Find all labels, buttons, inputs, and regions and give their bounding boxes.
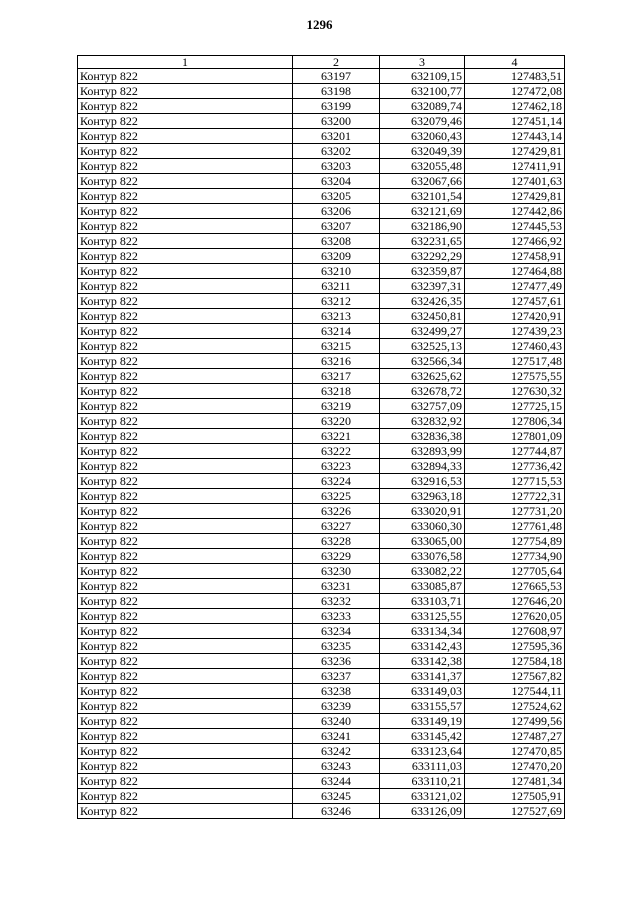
y-coordinate-cell: 127458,91	[465, 249, 565, 264]
x-coordinate-cell: 633111,03	[380, 759, 465, 774]
table-row	[78, 384, 565, 399]
x-coordinate-cell: 633121,02	[380, 789, 465, 804]
table-row	[78, 534, 565, 549]
contour-name-cell: Контур 822	[78, 699, 293, 714]
y-coordinate-cell: 127567,82	[465, 669, 565, 684]
table-row	[78, 189, 565, 204]
y-coordinate-cell: 127608,97	[465, 624, 565, 639]
column-header-2: 2	[293, 56, 380, 69]
contour-name-cell: Контур 822	[78, 744, 293, 759]
table-row	[78, 129, 565, 144]
point-number-cell: 63232	[293, 594, 380, 609]
table-row	[78, 504, 565, 519]
point-number-cell: 63197	[293, 69, 380, 84]
column-header-4: 4	[465, 56, 565, 69]
x-coordinate-cell: 632499,27	[380, 324, 465, 339]
point-number-cell: 63243	[293, 759, 380, 774]
contour-name-cell: Контур 822	[78, 144, 293, 159]
contour-name-cell: Контур 822	[78, 714, 293, 729]
y-coordinate-cell: 127420,91	[465, 309, 565, 324]
y-coordinate-cell: 127487,27	[465, 729, 565, 744]
table-row	[78, 714, 565, 729]
x-coordinate-cell: 633085,87	[380, 579, 465, 594]
table-row	[78, 669, 565, 684]
x-coordinate-cell: 632963,18	[380, 489, 465, 504]
x-coordinate-cell: 633155,57	[380, 699, 465, 714]
x-coordinate-cell: 632231,65	[380, 234, 465, 249]
y-coordinate-cell: 127477,49	[465, 279, 565, 294]
table-row	[78, 219, 565, 234]
table-row	[78, 414, 565, 429]
x-coordinate-cell: 632894,33	[380, 459, 465, 474]
table-row	[78, 759, 565, 774]
y-coordinate-cell: 127527,69	[465, 804, 565, 819]
table-row	[78, 774, 565, 789]
point-number-cell: 63237	[293, 669, 380, 684]
y-coordinate-cell: 127665,53	[465, 579, 565, 594]
contour-name-cell: Контур 822	[78, 789, 293, 804]
table-header-row	[78, 56, 565, 69]
table-row	[78, 144, 565, 159]
point-number-cell: 63206	[293, 204, 380, 219]
point-number-cell: 63236	[293, 654, 380, 669]
table-row	[78, 369, 565, 384]
x-coordinate-cell: 632100,77	[380, 84, 465, 99]
point-number-cell: 63208	[293, 234, 380, 249]
point-number-cell: 63199	[293, 99, 380, 114]
table-row	[78, 624, 565, 639]
x-coordinate-cell: 632292,29	[380, 249, 465, 264]
point-number-cell: 63213	[293, 309, 380, 324]
contour-name-cell: Контур 822	[78, 474, 293, 489]
contour-name-cell: Контур 822	[78, 414, 293, 429]
point-number-cell: 63238	[293, 684, 380, 699]
x-coordinate-cell: 633141,37	[380, 669, 465, 684]
point-number-cell: 63229	[293, 549, 380, 564]
x-coordinate-cell: 632625,62	[380, 369, 465, 384]
point-number-cell: 63239	[293, 699, 380, 714]
table-row	[78, 489, 565, 504]
contour-name-cell: Контур 822	[78, 234, 293, 249]
contour-name-cell: Контур 822	[78, 69, 293, 84]
point-number-cell: 63218	[293, 384, 380, 399]
x-coordinate-cell: 632832,92	[380, 414, 465, 429]
table-row	[78, 234, 565, 249]
table-body	[78, 56, 565, 819]
y-coordinate-cell: 127754,89	[465, 534, 565, 549]
x-coordinate-cell: 632079,46	[380, 114, 465, 129]
x-coordinate-cell: 632121,69	[380, 204, 465, 219]
contour-name-cell: Контур 822	[78, 534, 293, 549]
point-number-cell: 63215	[293, 339, 380, 354]
x-coordinate-cell: 633126,09	[380, 804, 465, 819]
contour-name-cell: Контур 822	[78, 369, 293, 384]
x-coordinate-cell: 633103,71	[380, 594, 465, 609]
contour-name-cell: Контур 822	[78, 774, 293, 789]
contour-name-cell: Контур 822	[78, 174, 293, 189]
x-coordinate-cell: 633020,91	[380, 504, 465, 519]
point-number-cell: 63207	[293, 219, 380, 234]
contour-name-cell: Контур 822	[78, 384, 293, 399]
point-number-cell: 63205	[293, 189, 380, 204]
table-row	[78, 804, 565, 819]
y-coordinate-cell: 127806,34	[465, 414, 565, 429]
contour-name-cell: Контур 822	[78, 459, 293, 474]
x-coordinate-cell: 633134,34	[380, 624, 465, 639]
contour-name-cell: Контур 822	[78, 624, 293, 639]
contour-name-cell: Контур 822	[78, 354, 293, 369]
contour-name-cell: Контур 822	[78, 519, 293, 534]
y-coordinate-cell: 127705,64	[465, 564, 565, 579]
point-number-cell: 63212	[293, 294, 380, 309]
x-coordinate-cell: 632089,74	[380, 99, 465, 114]
table-row	[78, 579, 565, 594]
contour-name-cell: Контур 822	[78, 264, 293, 279]
table-row	[78, 354, 565, 369]
point-number-cell: 63230	[293, 564, 380, 579]
x-coordinate-cell: 633142,38	[380, 654, 465, 669]
table-row	[78, 549, 565, 564]
x-coordinate-cell: 633065,00	[380, 534, 465, 549]
contour-name-cell: Контур 822	[78, 549, 293, 564]
point-number-cell: 63246	[293, 804, 380, 819]
contour-name-cell: Контур 822	[78, 684, 293, 699]
y-coordinate-cell: 127524,62	[465, 699, 565, 714]
y-coordinate-cell: 127472,08	[465, 84, 565, 99]
y-coordinate-cell: 127731,20	[465, 504, 565, 519]
point-number-cell: 63233	[293, 609, 380, 624]
table-row	[78, 654, 565, 669]
contour-name-cell: Контур 822	[78, 729, 293, 744]
y-coordinate-cell: 127620,05	[465, 609, 565, 624]
x-coordinate-cell: 633060,30	[380, 519, 465, 534]
y-coordinate-cell: 127411,91	[465, 159, 565, 174]
contour-name-cell: Контур 822	[78, 279, 293, 294]
point-number-cell: 63228	[293, 534, 380, 549]
table-row	[78, 249, 565, 264]
y-coordinate-cell: 127462,18	[465, 99, 565, 114]
x-coordinate-cell: 632049,39	[380, 144, 465, 159]
column-header-3: 3	[380, 56, 465, 69]
contour-name-cell: Контур 822	[78, 489, 293, 504]
table-row	[78, 294, 565, 309]
point-number-cell: 63211	[293, 279, 380, 294]
point-number-cell: 63226	[293, 504, 380, 519]
contour-name-cell: Контур 822	[78, 429, 293, 444]
point-number-cell: 63231	[293, 579, 380, 594]
table-row	[78, 609, 565, 624]
point-number-cell: 63216	[293, 354, 380, 369]
contour-name-cell: Контур 822	[78, 594, 293, 609]
table-row	[78, 399, 565, 414]
contour-name-cell: Контур 822	[78, 159, 293, 174]
x-coordinate-cell: 632566,34	[380, 354, 465, 369]
point-number-cell: 63198	[293, 84, 380, 99]
y-coordinate-cell: 127442,86	[465, 204, 565, 219]
x-coordinate-cell: 633082,22	[380, 564, 465, 579]
y-coordinate-cell: 127439,23	[465, 324, 565, 339]
contour-name-cell: Контур 822	[78, 204, 293, 219]
contour-name-cell: Контур 822	[78, 114, 293, 129]
table-row	[78, 99, 565, 114]
contour-name-cell: Контур 822	[78, 339, 293, 354]
table-row	[78, 429, 565, 444]
x-coordinate-cell: 632426,35	[380, 294, 465, 309]
table-row	[78, 519, 565, 534]
y-coordinate-cell: 127499,56	[465, 714, 565, 729]
x-coordinate-cell: 633125,55	[380, 609, 465, 624]
point-number-cell: 63244	[293, 774, 380, 789]
y-coordinate-cell: 127451,14	[465, 114, 565, 129]
x-coordinate-cell: 632060,43	[380, 129, 465, 144]
contour-name-cell: Контур 822	[78, 189, 293, 204]
y-coordinate-cell: 127722,31	[465, 489, 565, 504]
x-coordinate-cell: 632055,48	[380, 159, 465, 174]
y-coordinate-cell: 127470,85	[465, 744, 565, 759]
point-number-cell: 63214	[293, 324, 380, 339]
x-coordinate-cell: 632109,15	[380, 69, 465, 84]
table-row	[78, 744, 565, 759]
x-coordinate-cell: 633076,58	[380, 549, 465, 564]
x-coordinate-cell: 632450,81	[380, 309, 465, 324]
x-coordinate-cell: 633149,19	[380, 714, 465, 729]
y-coordinate-cell: 127544,11	[465, 684, 565, 699]
point-number-cell: 63220	[293, 414, 380, 429]
contour-name-cell: Контур 822	[78, 579, 293, 594]
x-coordinate-cell: 632359,87	[380, 264, 465, 279]
contour-name-cell: Контур 822	[78, 84, 293, 99]
y-coordinate-cell: 127736,42	[465, 459, 565, 474]
point-number-cell: 63217	[293, 369, 380, 384]
table-row	[78, 564, 565, 579]
table-row	[78, 639, 565, 654]
x-coordinate-cell: 633142,43	[380, 639, 465, 654]
contour-name-cell: Контур 822	[78, 294, 293, 309]
contour-name-cell: Контур 822	[78, 669, 293, 684]
point-number-cell: 63245	[293, 789, 380, 804]
x-coordinate-cell: 632525,13	[380, 339, 465, 354]
point-number-cell: 63234	[293, 624, 380, 639]
y-coordinate-cell: 127401,63	[465, 174, 565, 189]
point-number-cell: 63219	[293, 399, 380, 414]
table-row	[78, 339, 565, 354]
y-coordinate-cell: 127517,48	[465, 354, 565, 369]
point-number-cell: 63202	[293, 144, 380, 159]
contour-name-cell: Контур 822	[78, 399, 293, 414]
contour-name-cell: Контур 822	[78, 99, 293, 114]
contour-name-cell: Контур 822	[78, 639, 293, 654]
table-row	[78, 114, 565, 129]
contour-name-cell: Контур 822	[78, 564, 293, 579]
point-number-cell: 63227	[293, 519, 380, 534]
point-number-cell: 63235	[293, 639, 380, 654]
contour-name-cell: Контур 822	[78, 444, 293, 459]
contour-name-cell: Контур 822	[78, 129, 293, 144]
table-row	[78, 699, 565, 714]
x-coordinate-cell: 632836,38	[380, 429, 465, 444]
table-row	[78, 174, 565, 189]
table-row	[78, 459, 565, 474]
y-coordinate-cell: 127481,34	[465, 774, 565, 789]
table-row	[78, 309, 565, 324]
point-number-cell: 63221	[293, 429, 380, 444]
y-coordinate-cell: 127483,51	[465, 69, 565, 84]
y-coordinate-cell: 127445,53	[465, 219, 565, 234]
table-row	[78, 279, 565, 294]
y-coordinate-cell: 127505,91	[465, 789, 565, 804]
table-row	[78, 69, 565, 84]
y-coordinate-cell: 127630,32	[465, 384, 565, 399]
y-coordinate-cell: 127457,61	[465, 294, 565, 309]
table-row	[78, 729, 565, 744]
y-coordinate-cell: 127725,15	[465, 399, 565, 414]
x-coordinate-cell: 633110,21	[380, 774, 465, 789]
contour-name-cell: Контур 822	[78, 309, 293, 324]
y-coordinate-cell: 127744,87	[465, 444, 565, 459]
y-coordinate-cell: 127464,88	[465, 264, 565, 279]
point-number-cell: 63224	[293, 474, 380, 489]
point-number-cell: 63204	[293, 174, 380, 189]
x-coordinate-cell: 632186,90	[380, 219, 465, 234]
contour-name-cell: Контур 822	[78, 759, 293, 774]
x-coordinate-cell: 633123,64	[380, 744, 465, 759]
y-coordinate-cell: 127801,09	[465, 429, 565, 444]
column-header-1: 1	[78, 56, 293, 69]
point-number-cell: 63240	[293, 714, 380, 729]
table-row	[78, 84, 565, 99]
point-number-cell: 63209	[293, 249, 380, 264]
table-row	[78, 324, 565, 339]
table-row	[78, 159, 565, 174]
x-coordinate-cell: 632757,09	[380, 399, 465, 414]
table-row	[78, 789, 565, 804]
point-number-cell: 63225	[293, 489, 380, 504]
y-coordinate-cell: 127646,20	[465, 594, 565, 609]
coordinates-table	[77, 55, 565, 819]
y-coordinate-cell: 127584,18	[465, 654, 565, 669]
contour-name-cell: Контур 822	[78, 219, 293, 234]
point-number-cell: 63203	[293, 159, 380, 174]
x-coordinate-cell: 632893,99	[380, 444, 465, 459]
table-row	[78, 474, 565, 489]
point-number-cell: 63201	[293, 129, 380, 144]
y-coordinate-cell: 127429,81	[465, 144, 565, 159]
contour-name-cell: Контур 822	[78, 609, 293, 624]
y-coordinate-cell: 127470,20	[465, 759, 565, 774]
table-row	[78, 684, 565, 699]
x-coordinate-cell: 633145,42	[380, 729, 465, 744]
point-number-cell: 63223	[293, 459, 380, 474]
table-row	[78, 594, 565, 609]
table-row	[78, 264, 565, 279]
contour-name-cell: Контур 822	[78, 654, 293, 669]
point-number-cell: 63241	[293, 729, 380, 744]
point-number-cell: 63210	[293, 264, 380, 279]
y-coordinate-cell: 127443,14	[465, 129, 565, 144]
table-row	[78, 444, 565, 459]
table-row	[78, 204, 565, 219]
y-coordinate-cell: 127761,48	[465, 519, 565, 534]
y-coordinate-cell: 127734,90	[465, 549, 565, 564]
x-coordinate-cell: 632678,72	[380, 384, 465, 399]
y-coordinate-cell: 127466,92	[465, 234, 565, 249]
contour-name-cell: Контур 822	[78, 249, 293, 264]
y-coordinate-cell: 127460,43	[465, 339, 565, 354]
x-coordinate-cell: 633149,03	[380, 684, 465, 699]
y-coordinate-cell: 127429,81	[465, 189, 565, 204]
x-coordinate-cell: 632916,53	[380, 474, 465, 489]
contour-name-cell: Контур 822	[78, 504, 293, 519]
point-number-cell: 63222	[293, 444, 380, 459]
x-coordinate-cell: 632101,54	[380, 189, 465, 204]
page-number: 1296	[306, 17, 333, 32]
y-coordinate-cell: 127715,53	[465, 474, 565, 489]
point-number-cell: 63242	[293, 744, 380, 759]
y-coordinate-cell: 127595,36	[465, 639, 565, 654]
y-coordinate-cell: 127575,55	[465, 369, 565, 384]
contour-name-cell: Контур 822	[78, 324, 293, 339]
x-coordinate-cell: 632067,66	[380, 174, 465, 189]
point-number-cell: 63200	[293, 114, 380, 129]
contour-name-cell: Контур 822	[78, 804, 293, 819]
x-coordinate-cell: 632397,31	[380, 279, 465, 294]
